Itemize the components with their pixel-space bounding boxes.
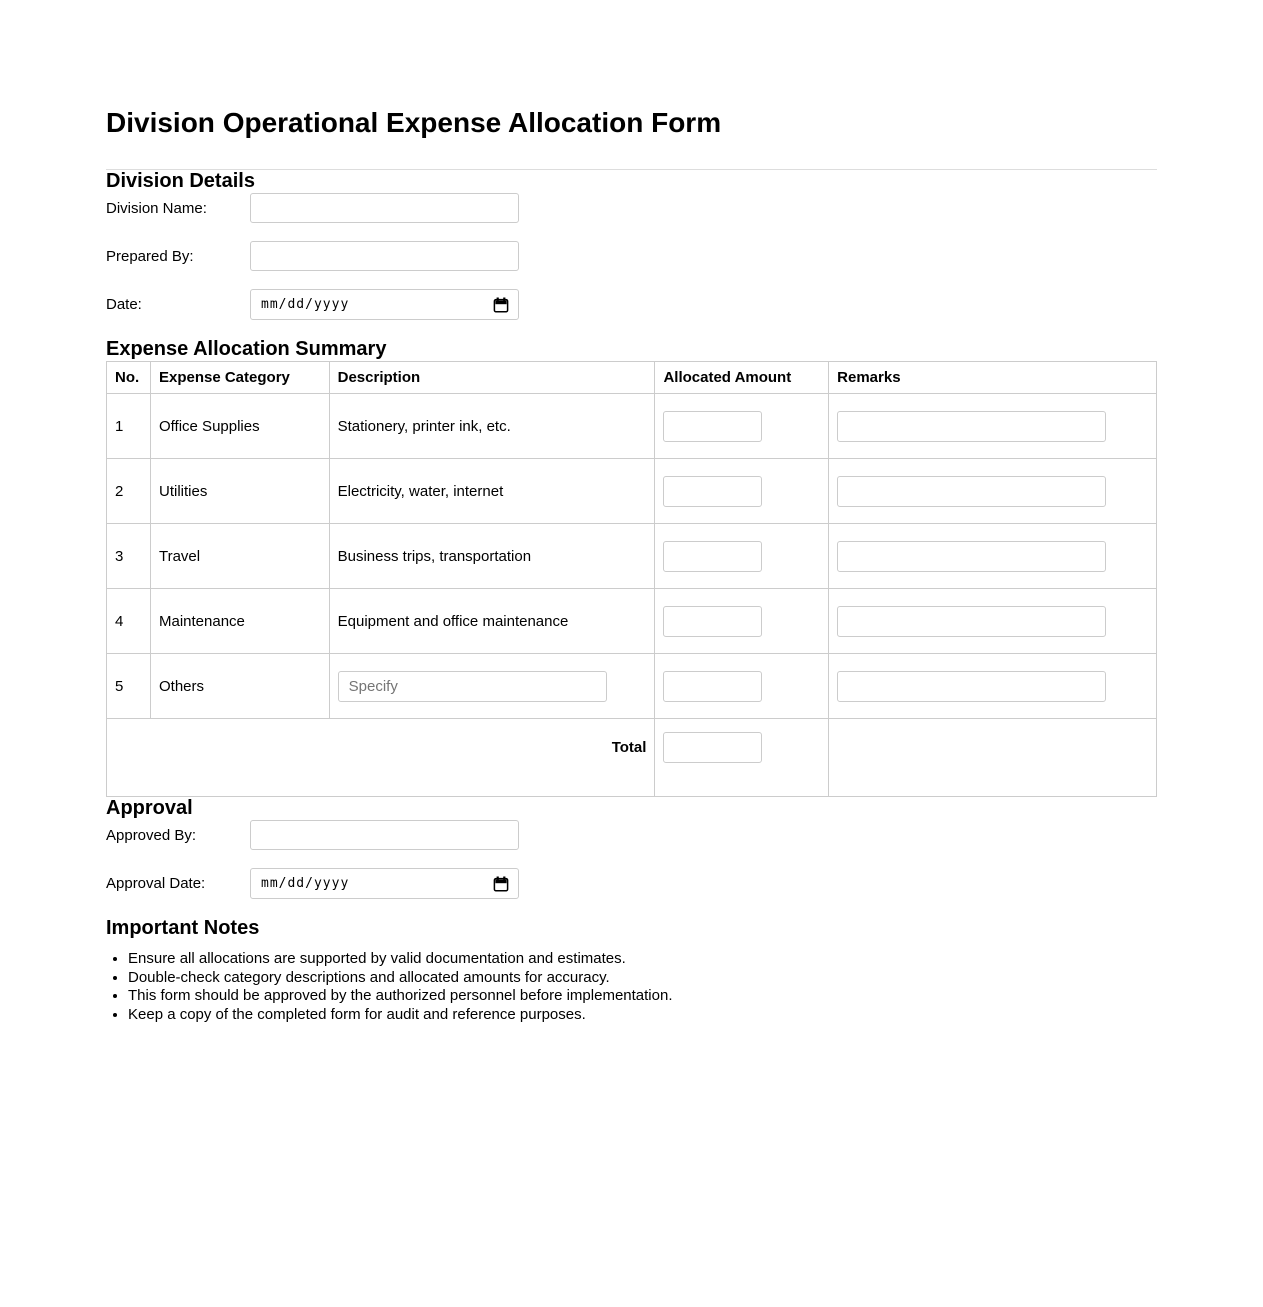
table-header-row <box>107 362 1157 394</box>
remarks-input-3[interactable] <box>837 541 1106 572</box>
note-item: • Double-check category descriptions and allocated amounts for accuracy. <box>128 969 1157 988</box>
row-category: Office Supplies <box>150 394 329 459</box>
total-remarks-cell <box>829 719 1157 797</box>
date-field-row <box>106 289 1157 320</box>
expense-table <box>106 361 1157 797</box>
approved-by-input[interactable] <box>250 820 519 850</box>
remarks-input-4[interactable] <box>837 606 1106 637</box>
row-no: 1 <box>107 394 151 459</box>
division-name-label: Division Name: <box>106 199 207 217</box>
calendar-icon[interactable] <box>493 876 509 892</box>
remarks-input-5[interactable] <box>837 671 1106 702</box>
row-no: 2 <box>107 459 151 524</box>
allocated-amount-input-4[interactable] <box>663 606 762 637</box>
col-header-no: No. <box>107 362 151 394</box>
note-item: • Ensure all allocations are supported by valid documentation and estimates. <box>128 950 1157 969</box>
table-row <box>107 654 1157 719</box>
approval-date-field-row <box>106 868 1157 899</box>
allocated-amount-input-1[interactable] <box>663 411 762 442</box>
row-category: Maintenance <box>150 589 329 654</box>
row-category: Others <box>150 654 329 719</box>
date-placeholder-text: mm/dd/yyyy <box>261 297 350 313</box>
approved-by-label: Approved By: <box>106 826 197 844</box>
date-input[interactable] <box>250 289 519 320</box>
total-amount-input[interactable] <box>663 732 762 763</box>
col-header-description: Description <box>329 362 655 394</box>
date-label: Date: <box>106 296 142 314</box>
row-description: Business trips, transportation <box>329 524 655 589</box>
expense-summary-heading: Expense Allocation Summary <box>106 338 387 361</box>
approval-date-input[interactable] <box>250 868 519 899</box>
row-no: 5 <box>107 654 151 719</box>
row-category: Travel <box>150 524 329 589</box>
approval-date-placeholder-text: mm/dd/yyyy <box>261 876 350 892</box>
total-label: Total <box>611 739 647 757</box>
division-name-input[interactable] <box>250 193 519 223</box>
calendar-icon[interactable] <box>493 297 509 313</box>
allocated-amount-input-5[interactable] <box>663 671 762 702</box>
approval-date-label: Approval Date: <box>106 875 206 893</box>
expense-allocation-form-page <box>106 0 1157 1134</box>
table-row <box>107 459 1157 524</box>
col-header-remarks: Remarks <box>829 362 1157 394</box>
important-notes-heading: Important Notes <box>106 917 260 940</box>
note-item: • This form should be approved by the authorized personnel before implementation. <box>128 987 1157 1006</box>
division-details-heading: Division Details <box>106 170 255 193</box>
row-description: Equipment and office maintenance <box>329 589 655 654</box>
row-description: Stationery, printer ink, etc. <box>329 394 655 459</box>
table-row <box>107 394 1157 459</box>
col-header-amount: Allocated Amount <box>655 362 829 394</box>
row-category: Utilities <box>150 459 329 524</box>
table-row <box>107 589 1157 654</box>
allocated-amount-input-2[interactable] <box>663 476 762 507</box>
row-no: 3 <box>107 524 151 589</box>
row-no: 4 <box>107 589 151 654</box>
row-description: Electricity, water, internet <box>329 459 655 524</box>
allocated-amount-input-3[interactable] <box>663 541 762 572</box>
table-row <box>107 524 1157 589</box>
prepared-by-field-row <box>106 241 1157 271</box>
page-title: Division Operational Expense Allocation Form <box>106 107 722 138</box>
prepared-by-label: Prepared By: <box>106 247 194 265</box>
remarks-input-2[interactable] <box>837 476 1106 507</box>
others-specify-input[interactable] <box>338 671 607 702</box>
total-label-cell <box>107 719 655 797</box>
important-notes-list <box>106 950 1157 1024</box>
col-header-category: Expense Category <box>150 362 329 394</box>
remarks-input-1[interactable] <box>837 411 1106 442</box>
approved-by-field-row <box>106 820 1157 850</box>
total-row <box>107 719 1157 797</box>
note-item: • Keep a copy of the completed form for audit and reference purposes. <box>128 1006 1157 1025</box>
division-name-field-row <box>106 193 1157 223</box>
approval-heading: Approval <box>106 797 193 820</box>
prepared-by-input[interactable] <box>250 241 519 271</box>
